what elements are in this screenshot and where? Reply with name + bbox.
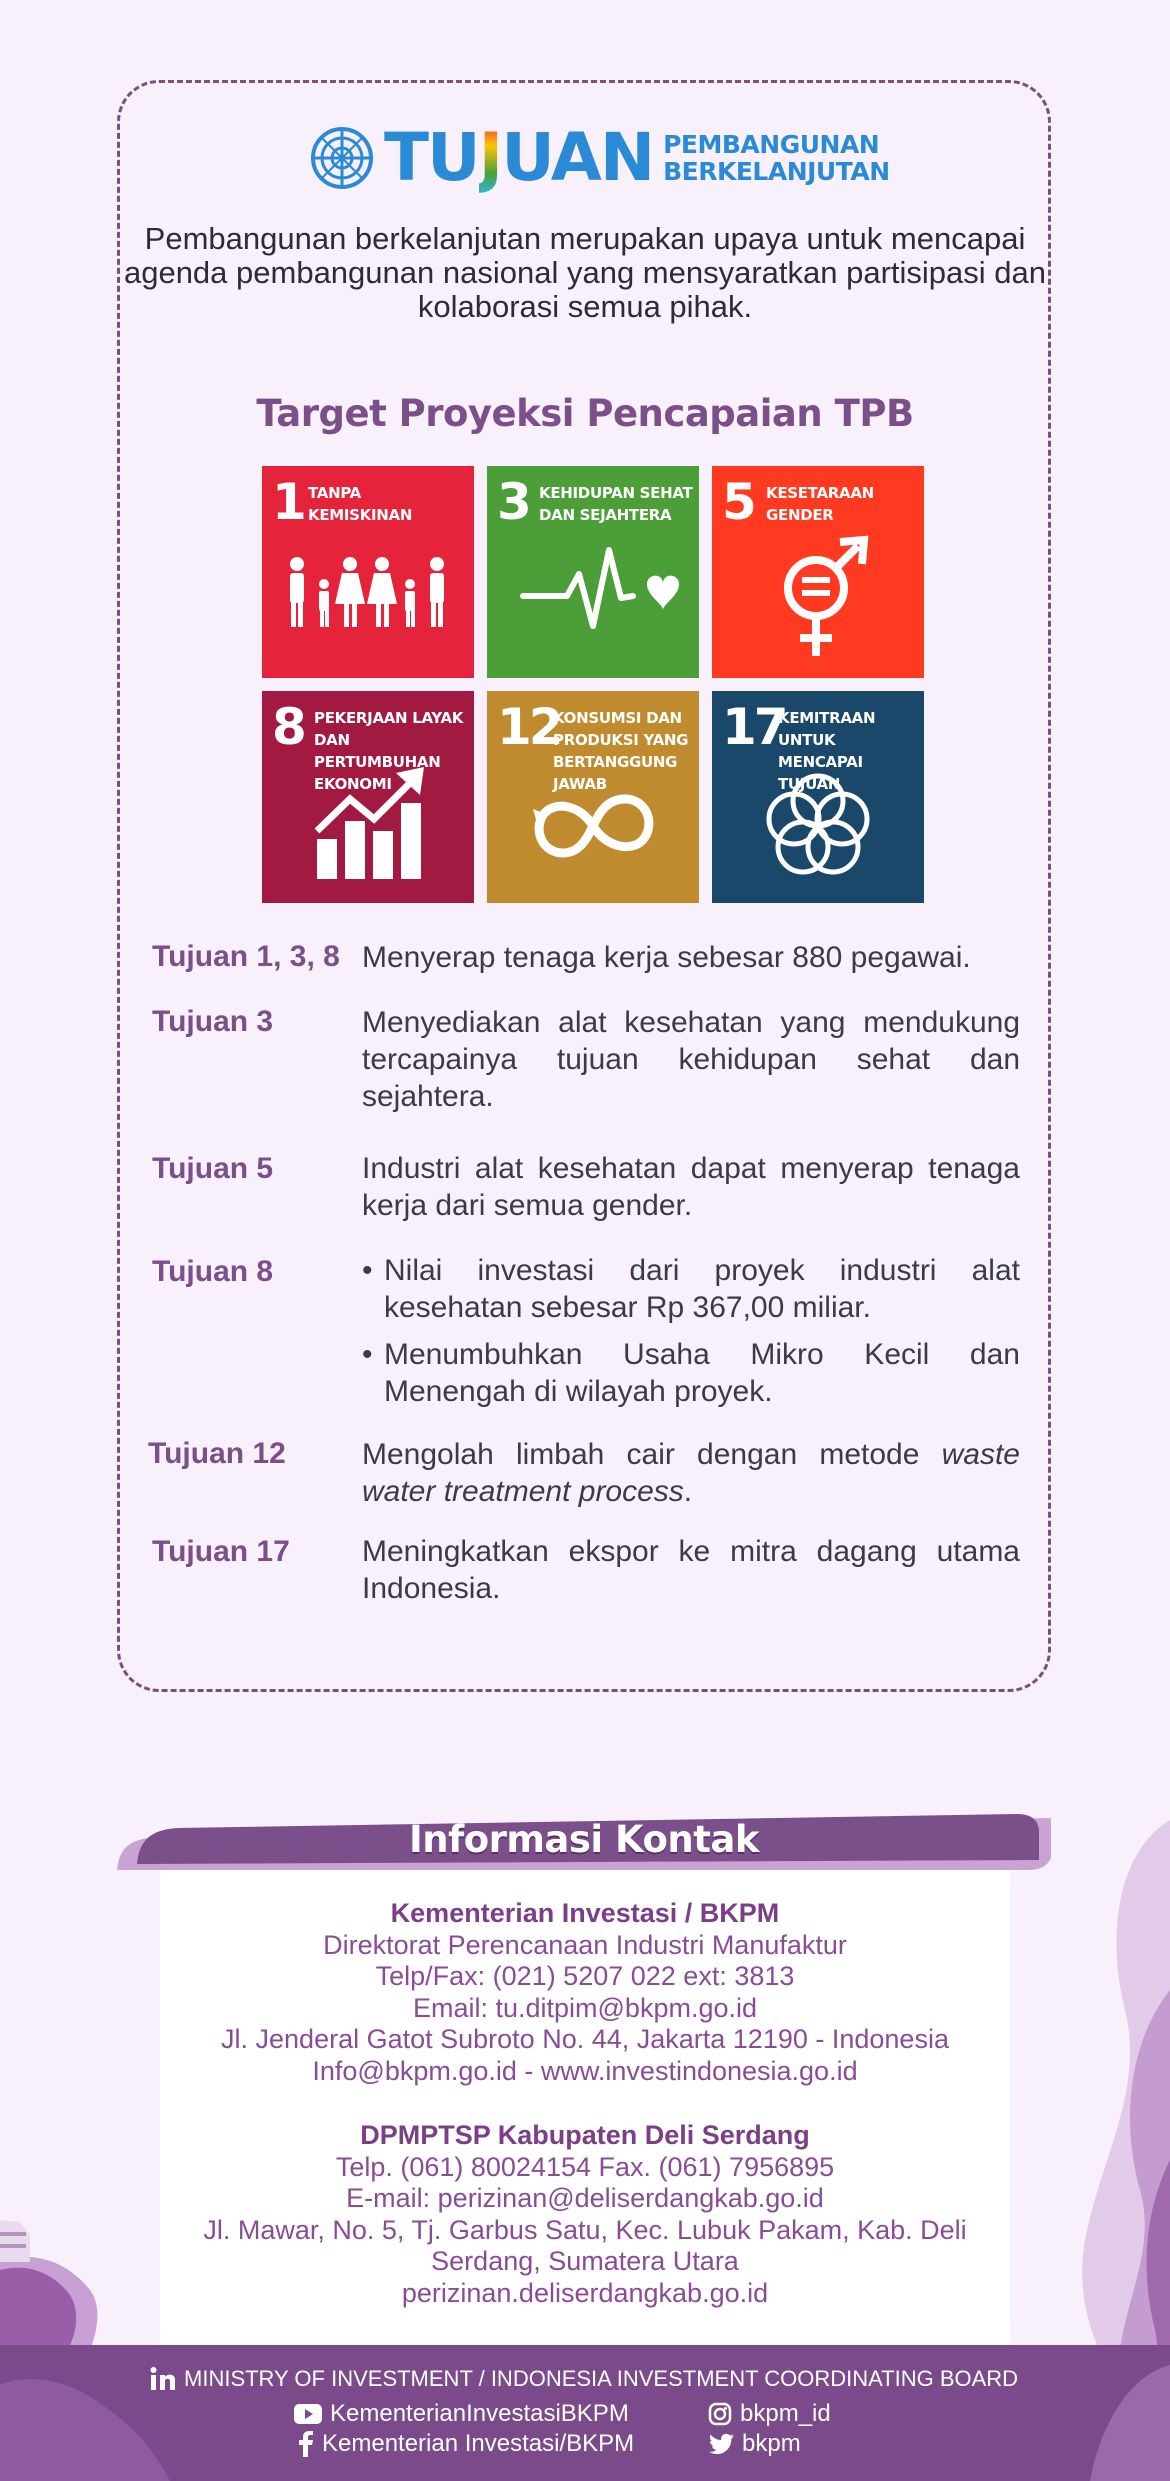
tile-label: KESETARAAN GENDER: [766, 484, 874, 524]
intro-paragraph: Pembangunan berkelanjutan merupakan upaya untuk mencapai agenda pembangunan nasional yang mensyaratkan partisipasi dan kolaborasi semua pihak.: [123, 221, 1047, 324]
footer-ministry: [150, 2366, 1018, 2392]
goal-text: [362, 1436, 1020, 1510]
youtube-icon: [294, 2404, 322, 2424]
tpb-title: Target Proyeksi Pencapaian TPB: [256, 392, 914, 435]
list-item: [362, 1252, 1020, 1326]
bullet-marker: •: [362, 1254, 373, 1287]
footer-twitter-link[interactable]: [708, 2430, 801, 2458]
contact-dpmptsp: [160, 2120, 1010, 2309]
tile-label: KONSUMSI DAN PRODUKSI YANG BERTANGGUNG JAWAB: [553, 709, 689, 793]
footer-ministry-text: MINISTRY OF INVESTMENT / INDONESIA INVESTMENT COORDINATING BOARD: [184, 2366, 1019, 2391]
goal-label: Tujuan 12: [148, 1437, 286, 1470]
goal-label: Tujuan 1, 3, 8: [152, 940, 340, 973]
sdg-tile-1: [262, 466, 474, 678]
footer-youtube-text: KementerianInvestasiBKPM: [330, 2400, 629, 2427]
goal-label: Tujuan 5: [152, 1152, 274, 1185]
goal-text: Menyediakan alat kesehatan yang mendukung tercapainya tujuan kehidupan sehat dan sejahtera.: [362, 1006, 1020, 1113]
logo-sub-line1: PEMBANGUNAN: [663, 130, 880, 159]
tile-number: 17: [722, 698, 786, 756]
sdg-logo: [310, 119, 890, 196]
contact-phone: Telp/Fax: (021) 5207 022 ext: 3813: [375, 1961, 795, 1991]
contact-email: E-mail: perizinan@deliserdangkab.go.id: [346, 2183, 824, 2213]
goal-text-prefix: Mengolah limbah cair dengan metode: [362, 1438, 942, 1471]
un-emblem-icon: [310, 126, 374, 190]
goal-text: Industri alat kesehatan dapat menyerap tenaga kerja dari semua gender.: [362, 1152, 1020, 1222]
sdg-tile-8: [262, 691, 474, 903]
contact-links: Info@bkpm.go.id - www.investindonesia.go.id: [312, 2055, 858, 2086]
footer-twitter-text: bkpm: [742, 2430, 801, 2457]
tile-label: TANPA KEMISKINAN: [308, 484, 413, 524]
tile-number: 5: [722, 473, 754, 531]
tile-label: KEMITRAAN UNTUK MENCAPAI TUJUAN: [778, 709, 876, 793]
bullet-text: Nilai investasi dari proyek industri alat kesehatan sebesar Rp 367,00 miliar.: [384, 1254, 1020, 1324]
footer-youtube-link[interactable]: [294, 2400, 629, 2428]
bullet-text: Menumbuhkan Usaha Mikro Kecil dan Menengah di wilayah proyek.: [384, 1338, 1020, 1408]
contact-line: Direktorat Perencanaan Industri Manufaktur: [323, 1929, 847, 1960]
footer-facebook-text: Kementerian Investasi/BKPM: [322, 2430, 635, 2457]
logo-sub-line2: BERKELANJUTAN: [663, 157, 890, 186]
contact-org-name: DPMPTSP Kabupaten Deli Serdang: [360, 2120, 810, 2150]
contact-address: Jl. Jenderal Gatot Subroto No. 44, Jakarta 12190 - Indonesia: [221, 2024, 949, 2054]
facebook-icon: [298, 2431, 314, 2457]
bullet-marker: •: [362, 1338, 373, 1371]
goal-label: Tujuan 8: [152, 1255, 274, 1288]
instagram-icon: [708, 2402, 732, 2426]
sdg-tile-5: [712, 466, 924, 678]
tile-number: 12: [497, 698, 561, 756]
contact-email: Email: tu.ditpim@bkpm.go.id: [412, 1992, 758, 2023]
goal-text: Meningkatkan ekspor ke mitra dagang utama Indonesia.: [362, 1535, 1020, 1605]
footer-facebook-link[interactable]: [298, 2430, 634, 2458]
footer-instagram-text: bkpm_id: [740, 2400, 831, 2427]
tile-number: 8: [272, 698, 304, 756]
contact-address: Jl. Mawar, No. 5, Tj. Garbus Satu, Kec. Lubuk Pakam, Kab. Deli: [203, 2214, 967, 2245]
sdg-tile-12: [487, 691, 699, 903]
footer-instagram-link[interactable]: [708, 2400, 831, 2428]
goal-label: Tujuan 17: [152, 1535, 290, 1568]
tile-number: 1: [272, 473, 304, 531]
goal-label: Tujuan 3: [152, 1005, 274, 1038]
sdg-tile-17: [712, 691, 924, 903]
goal-bullet-list: [362, 1252, 1020, 1410]
contact-address: Serdang, Sumatera Utara: [431, 2246, 739, 2276]
contact-org-name: Kementerian Investasi / BKPM: [390, 1898, 780, 1928]
linkedin-icon: [150, 2367, 178, 2391]
sdg-tile-3: [487, 466, 699, 678]
list-item: [362, 1336, 1020, 1410]
contact-bkpm: [160, 1898, 1010, 2087]
tile-number: 3: [497, 473, 529, 531]
tile-label: PEKERJAAN LAYAK DAN PERTUMBUHAN EKONOMI: [314, 709, 464, 793]
goal-text: Menyerap tenaga kerja sebesar 880 pegawai.: [362, 941, 971, 974]
contact-website: perizinan.deliserdangkab.go.id: [401, 2277, 769, 2308]
goal-text-italic: waste water treatment process: [362, 1438, 1020, 1508]
contact-title: Informasi Kontak: [408, 1818, 760, 1861]
twitter-icon: [708, 2433, 734, 2455]
contact-phone: Telp. (061) 80024154 Fax. (061) 7956895: [335, 2151, 835, 2182]
goal-text-suffix: .: [683, 1475, 693, 1508]
logo-main-text: TUJUAN: [384, 119, 654, 196]
tile-label: KEHIDUPAN SEHAT DAN SEJAHTERA: [539, 484, 693, 524]
